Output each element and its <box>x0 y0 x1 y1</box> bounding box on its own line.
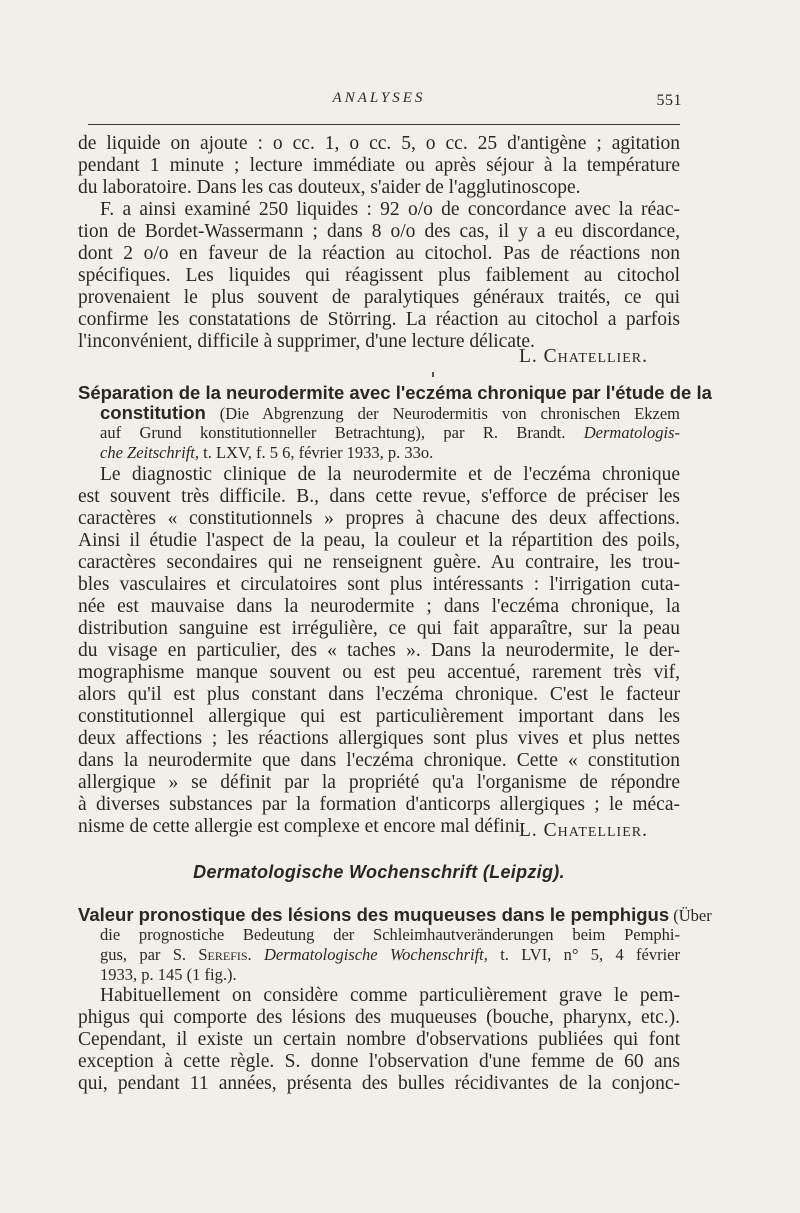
article-title-line: Séparation de la neurodermite avec l'eczéma chronique par l'étude de la <box>78 382 712 403</box>
text-line: exception à cette règle. S. donne l'observation d'une femme de 60 ans <box>78 1051 680 1072</box>
text-line: Ainsi il étudie l'aspect de la peau, la couleur et la répartition des poils, <box>78 530 680 551</box>
text-line: phigus qui comporte des lésions des muqueuses (bouche, pharynx, etc.). <box>78 1007 680 1028</box>
text-line: Le diagnostic clinique de la neurodermite et de l'eczéma chronique <box>100 464 680 485</box>
print-speck <box>432 372 434 377</box>
text-line: allergique » se définit par la propriété qu'a l'organisme de répondre <box>78 772 680 793</box>
article-1-title <box>78 382 712 463</box>
text-line: distribution sanguine est irrégulière, ce qui fait apparaître, sur la peau <box>78 618 680 639</box>
running-head <box>78 90 680 112</box>
text-line: Cependant, il existe un certain nombre d'observations publiées qui font <box>78 1029 680 1050</box>
text-line: l'inconvénient, difficile à supprimer, d'une lecture délicate. <box>78 331 535 352</box>
text-line: dont 2 o/o en faveur de la réaction au citochol. Pas de réactions non <box>78 243 680 264</box>
page-number: 551 <box>656 92 682 109</box>
text-line: de liquide on ajoute : o cc. 1, o cc. 5, o cc. 25 d'antigène ; agitation <box>78 133 680 154</box>
article-title-line: Valeur pronostique des lésions des muqueuses dans le pemphigus (Über <box>78 904 712 925</box>
signature: L. Chatellier. <box>519 346 648 367</box>
signature-1-block <box>78 346 680 368</box>
paragraph-2 <box>78 199 680 353</box>
text-line: née est mauvaise dans la neurodermite ; dans l'eczéma chronique, la <box>78 596 680 617</box>
article-title-line: 1933, p. 145 (1 fig.). <box>100 965 237 984</box>
running-head-title: ANALYSES <box>332 90 426 106</box>
text-line: provenaient le plus souvent de paralytiques généraux traités, ce qui <box>78 287 680 308</box>
text-line: est souvent très difficile. B., dans cette revue, s'efforce de préciser les <box>78 486 680 507</box>
text-line: à diverses substances par la formation d'anticorps allergiques ; le méca- <box>78 794 680 815</box>
signature-2-block <box>78 820 680 842</box>
journal-name: Dermatologische Wochenschrift, <box>251 945 488 964</box>
journal-name: Dermatologis- <box>583 423 680 442</box>
header-rule <box>88 124 680 125</box>
article-title-line: auf Grund konstitutionneller Betrachtung), par R. Brandt. Dermatologis- <box>100 423 680 442</box>
article-title-line: die prognostiche Bedeutung der Schleimhautveränderungen beim Pemphi- <box>100 925 680 944</box>
text-line: du laboratoire. Dans les cas douteux, s'aider de l'agglutinoscope. <box>78 177 581 198</box>
paragraph-3 <box>78 464 680 838</box>
article-title-bold: Valeur pronostique des lésions des muqueuses dans le pemphigus <box>78 904 670 925</box>
article-2-title <box>78 904 712 985</box>
article-title-line: che Zeitschrift, t. LXV, f. 5 6, février 1933, p. 33o. <box>100 443 434 462</box>
text-line: pendant 1 minute ; lecture immédiate ou après séjour à la température <box>78 155 680 176</box>
author-name: Serefis. <box>198 945 252 964</box>
text-line: du visage en particulier, des « taches ». Dans la neurodermite, le der- <box>78 640 680 661</box>
paragraph-1 <box>78 133 680 199</box>
text-line: alors qu'il est plus constant dans l'eczéma chronique. C'est le facteur <box>78 684 680 705</box>
text-line: Habituellement on considère comme particulièrement grave le pem- <box>100 985 680 1006</box>
section-heading: Dermatologische Wochenschrift (Leipzig). <box>193 862 565 882</box>
text-line: qui, pendant 11 années, présenta des bulles récidivantes de la conjonc- <box>78 1073 680 1094</box>
signature: L. Chatellier. <box>519 820 648 841</box>
text-line: bles vasculaires et circulatoires sont plus intéressants : l'irrigation cuta- <box>78 574 680 595</box>
article-title-line <box>78 403 680 423</box>
paragraph-4 <box>78 985 680 1095</box>
text-line: spécifiques. Les liquides qui réagissent plus faiblement au citochol <box>78 265 680 286</box>
text-line: tion de Bordet-Wassermann ; dans 8 o/o des cas, il y a eu discordance, <box>78 221 680 242</box>
article-title-rest: (Die Abgrenzung der Neurodermitis von chronischen Ekzem <box>205 404 680 423</box>
text-line: nisme de cette allergie est complexe et encore mal défini. <box>78 816 525 837</box>
text-line: constitutionnel allergique qui est particulièrement important dans les <box>78 706 680 727</box>
text-line: dans la neurodermite que dans l'eczéma chronique. Cette « constitution <box>78 750 680 771</box>
text-line: F. a ainsi examiné 250 liquides : 92 o/o de concordance avec la réac- <box>100 199 680 220</box>
journal-name: che Zeitschrift, <box>100 443 199 462</box>
text-line: deux affections ; les réactions allergiques sont plus vives et plus nettes <box>78 728 680 749</box>
article-title-line: gus, par S. Serefis. Dermatologische Wochenschrift, t. LVI, n° 5, 4 février <box>100 945 680 964</box>
article-title-bold: constitution <box>100 402 206 423</box>
text-line: caractères secondaires qui ne renseignent guère. Au contraire, les trou- <box>78 552 680 573</box>
text-line: confirme les constatations de Störring. La réaction au citochol a parfois <box>78 309 680 330</box>
text-line: caractères « constitutionnels » propres à chacune des deux affections. <box>78 508 680 529</box>
text-line: mographisme manque souvent ou est peu accentué, rarement très vif, <box>78 662 680 683</box>
